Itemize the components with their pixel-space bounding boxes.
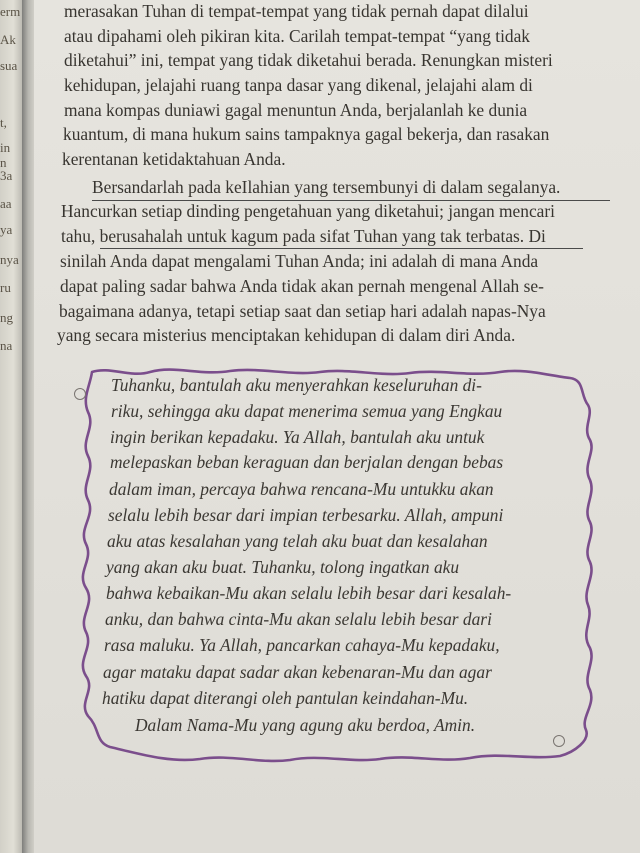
prayer-line: dalam iman, percaya bahwa rencana-Mu untukku akan bbox=[109, 479, 494, 499]
prev-page-fragment: erm bbox=[0, 4, 20, 19]
text-line: kuantum, di mana hukum sains tampaknya gagal bekerja, dan rasakan bbox=[63, 124, 550, 144]
prev-page-fragment: na bbox=[0, 338, 13, 353]
prayer-line: yang akan aku buat. Tuhanku, tolong ingatkan aku bbox=[106, 557, 460, 577]
prev-page-fragment: nya bbox=[0, 252, 19, 267]
text-line: sinilah Anda dapat mengalami Tuhan Anda; ini adalah di mana Anda bbox=[60, 251, 539, 271]
prev-page-fragment: 3a bbox=[0, 168, 13, 183]
text-line: atau dipahami oleh pikiran kita. Carilah tempat-tempat “yang tidak bbox=[64, 26, 531, 46]
prayer-line: Tuhanku, bantulah aku menyerahkan keseluruhan di- bbox=[111, 375, 482, 395]
prev-page-fragment: aa bbox=[0, 196, 12, 211]
prayer-line: rasa maluku. Ya Allah, pancarkan cahaya-Mu kepadaku, bbox=[104, 635, 500, 655]
prev-page-fragment: t, bbox=[0, 115, 7, 130]
prev-page-fragment: in bbox=[0, 140, 11, 155]
prayer-line: selalu lebih besar dari impian terbesarku. Allah, ampuni bbox=[108, 505, 504, 525]
text-line: kerentanan ketidaktahuan Anda. bbox=[62, 149, 286, 169]
text-line: yang secara misterius menciptakan kehidupan di dalam diri Anda. bbox=[57, 325, 516, 345]
text-line: diketahui” ini, tempat yang tidak diketahui berada. Renungkan misteri bbox=[64, 50, 553, 70]
prev-page-fragment: Ak bbox=[0, 32, 16, 47]
text-line: dapat paling sadar bahwa Anda tidak akan pernah mengenal Allah se- bbox=[60, 276, 544, 296]
prayer-line: ingin berikan kepadaku. Ya Allah, bantulah aku untuk bbox=[110, 427, 485, 447]
prev-page-fragment: n bbox=[0, 155, 7, 170]
prayer-line: aku atas kesalahan yang telah aku buat dan kesalahan bbox=[107, 531, 488, 551]
text-line: bagaimana adanya, tetapi setiap saat dan setiap hari adalah napas-Nya bbox=[59, 301, 546, 321]
text-line: tahu, berusahalah untuk kagum pada sifat Tuhan yang tak terbatas. Di bbox=[61, 226, 546, 246]
text-line: Hancurkan setiap dinding pengetahuan yang diketahui; jangan mencari bbox=[61, 201, 556, 221]
prayer-line: agar mataku dapat sadar akan kebenaran-Mu dan agar bbox=[103, 662, 492, 682]
text-line: merasakan Tuhan di tempat-tempat yang tidak pernah dapat dilalui bbox=[64, 1, 529, 21]
text-line: kehidupan, jelajahi ruang tanpa dasar yang dikenal, jelajahi alam di bbox=[64, 75, 533, 95]
ornament-circle-icon bbox=[553, 735, 565, 747]
prayer-line-closing: Dalam Nama-Mu yang agung aku berdoa, Amin. bbox=[135, 715, 476, 735]
prev-page-fragment: ya bbox=[0, 222, 13, 237]
ornament-circle-icon bbox=[74, 388, 86, 400]
prayer-line: anku, dan bahwa cinta-Mu akan selalu lebih besar dari bbox=[105, 609, 492, 629]
prayer-line: bahwa kebaikan-Mu akan selalu lebih besar dari kesalah- bbox=[106, 583, 512, 603]
prev-page-fragment: ru bbox=[0, 280, 11, 295]
text-line: mana kompas duniawi gagal menuntun Anda, berjalanlah ke dunia bbox=[64, 100, 528, 120]
prayer-line: riku, sehingga aku dapat menerima semua yang Engkau bbox=[111, 401, 503, 421]
prev-page-fragment: sua bbox=[0, 58, 18, 73]
text-line-underlined: Bersandarlah pada keIlahian yang tersembunyi di dalam segalanya. bbox=[92, 177, 561, 197]
prayer-line: melepaskan beban keraguan dan berjalan dengan bebas bbox=[110, 452, 504, 472]
prev-page-fragment: ng bbox=[0, 310, 13, 325]
prayer-line: hatiku dapat diterangi oleh pantulan keindahan-Mu. bbox=[102, 688, 469, 708]
